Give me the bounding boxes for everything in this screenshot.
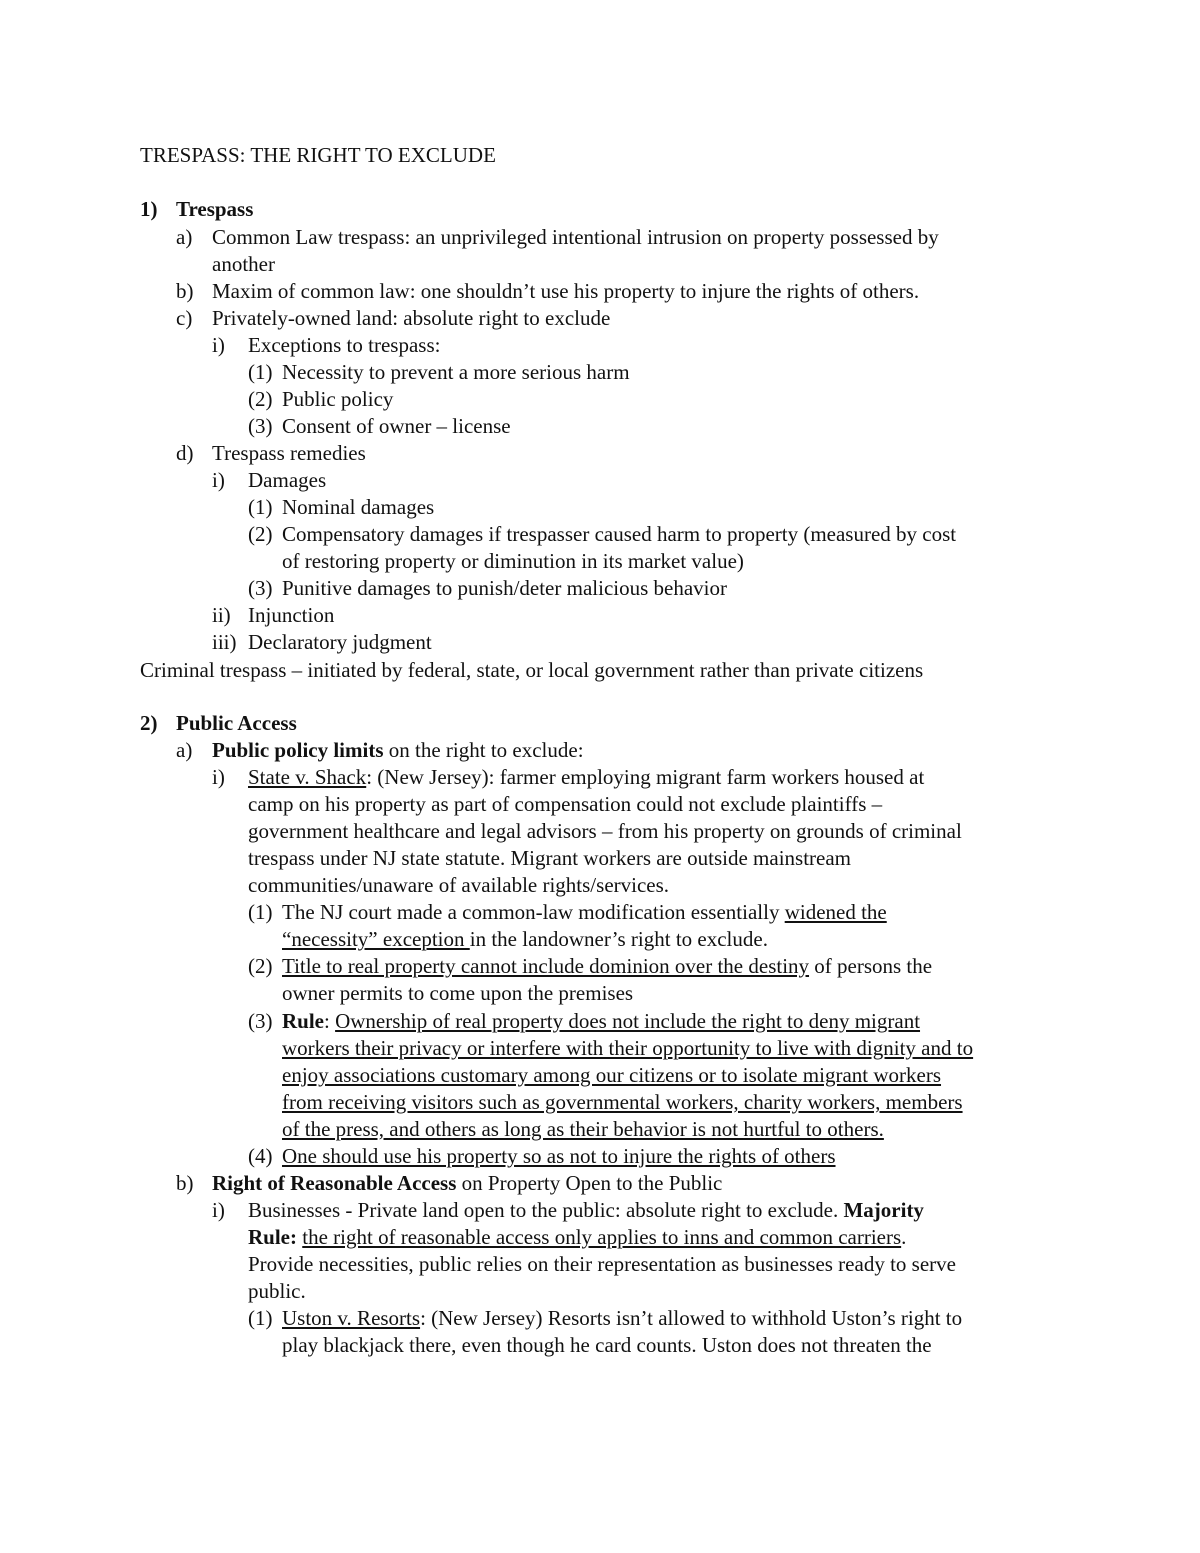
item-text: The NJ court made a common-law modification essentially — [282, 900, 785, 924]
underlined-text: “necessity” exception — [282, 927, 470, 951]
item-label: i) — [212, 1198, 225, 1222]
underlined-text: enjoy associations customary among our citizens or to isolate migrant workers — [282, 1063, 942, 1087]
section-2-heading — [140, 710, 297, 737]
item-bold-text: Right of Reasonable Access — [212, 1171, 457, 1195]
underlined-text: Ownership of real property does not include the right to deny migrant — [335, 1009, 921, 1033]
item-label: (3) — [248, 576, 273, 600]
section-2-number: 2) — [140, 711, 158, 735]
list-item — [212, 602, 334, 629]
item-text: on the right to exclude: — [383, 738, 584, 762]
item-label: (1) — [248, 1306, 273, 1330]
list-item — [176, 224, 939, 251]
list-item — [212, 629, 432, 656]
list-item — [212, 467, 326, 494]
item-text: Businesses - Private land open to the public: absolute right to exclude. — [248, 1198, 844, 1222]
item-label: c) — [176, 306, 193, 330]
item-continuation — [248, 1224, 906, 1251]
item-label: (3) — [248, 414, 273, 438]
item-text: Injunction — [248, 603, 335, 627]
criminal-trespass-note: Criminal trespass – initiated by federal, state, or local government rather than private citizens — [140, 658, 924, 682]
item-continuation: trespass under NJ state statute. Migrant workers are outside mainstream — [248, 846, 852, 870]
item-continuation: public. — [248, 1279, 306, 1303]
item-continuation: another — [212, 252, 275, 276]
item-bold-text: Public policy limits — [212, 738, 384, 762]
item-continuation: camp on his property as part of compensation could not exclude plaintiffs – — [248, 792, 883, 816]
item-text: Necessity to prevent a more serious harm — [282, 360, 630, 384]
list-item — [248, 386, 393, 413]
case-name: Uston v. Resorts — [282, 1306, 421, 1330]
item-label: (2) — [248, 522, 273, 546]
rule-label: Rule — [282, 1009, 324, 1033]
item-text: Privately-owned land: absolute right to exclude — [212, 306, 611, 330]
item-continuation: Provide necessities, public relies on their representation as businesses ready to serve — [248, 1252, 956, 1276]
item-text: : (New Jersey): farmer employing migrant farm workers housed at — [366, 765, 925, 789]
item-text: on Property Open to the Public — [456, 1171, 723, 1195]
item-text: Maxim of common law: one shouldn’t use his property to injure the rights of others. — [212, 279, 920, 303]
list-item — [248, 494, 434, 521]
item-text: Public policy — [282, 387, 394, 411]
item-text: Exceptions to trespass: — [248, 333, 441, 357]
list-item — [212, 1197, 924, 1224]
list-item — [176, 1170, 722, 1197]
item-continuation: of restoring property or diminution in its market value) — [282, 549, 744, 573]
list-item — [248, 413, 511, 440]
item-label: ii) — [212, 603, 231, 627]
item-text: : (New Jersey) Resorts isn’t allowed to withhold Uston’s right to — [420, 1306, 963, 1330]
item-continuation — [282, 1089, 963, 1116]
underlined-text: workers their privacy or interfere with their opportunity to live with dignity and to — [282, 1036, 974, 1060]
item-continuation: owner permits to come upon the premises — [282, 981, 634, 1005]
section-1-title: Trespass — [176, 197, 254, 221]
item-text: in the landowner’s right to exclude. — [469, 927, 768, 951]
case-name: State v. Shack — [248, 765, 367, 789]
item-text: of persons the — [809, 954, 933, 978]
underlined-text: Title to real property cannot include dominion over the destiny — [282, 954, 810, 978]
item-label: iii) — [212, 630, 237, 654]
item-label: a) — [176, 225, 193, 249]
underlined-text: One should use his property so as not to injure the rights of others — [282, 1144, 836, 1168]
list-item — [248, 1143, 836, 1170]
list-item — [248, 521, 956, 548]
page-title: TRESPASS: THE RIGHT TO EXCLUDE — [140, 143, 496, 167]
list-item — [212, 332, 440, 359]
item-label: b) — [176, 1171, 194, 1195]
item-label: (4) — [248, 1144, 273, 1168]
item-continuation — [282, 1116, 884, 1143]
item-text: Consent of owner – license — [282, 414, 511, 438]
list-item — [248, 575, 727, 602]
item-text: Compensatory damages if trespasser caused harm to property (measured by cost — [282, 522, 957, 546]
list-item — [248, 1305, 962, 1332]
section-1-number: 1) — [140, 197, 158, 221]
list-item — [248, 953, 932, 980]
list-item — [176, 440, 366, 467]
underlined-text: the right of reasonable access only applies to inns and common carriers — [302, 1225, 902, 1249]
item-text: Trespass remedies — [212, 441, 366, 465]
list-item — [176, 305, 610, 332]
item-text: Declaratory judgment — [248, 630, 432, 654]
section-2-title: Public Access — [176, 711, 297, 735]
item-label: i) — [212, 765, 225, 789]
item-label: b) — [176, 279, 194, 303]
item-label: (1) — [248, 495, 273, 519]
item-continuation: government healthcare and legal advisors – from his property on grounds of criminal — [248, 819, 962, 843]
item-label: (3) — [248, 1009, 273, 1033]
item-text: Common Law trespass: an unprivileged intentional intrusion on property possessed by — [212, 225, 939, 249]
item-continuation: play blackjack there, even though he card counts. Uston does not threaten the — [282, 1333, 932, 1357]
item-label: i) — [212, 468, 225, 492]
item-text: : — [324, 1009, 336, 1033]
item-label: d) — [176, 441, 194, 465]
section-1-heading — [140, 196, 253, 223]
item-label: i) — [212, 333, 225, 357]
list-item — [248, 899, 887, 926]
underlined-text: of the press, and others as long as their behavior is not hurtful to others. — [282, 1117, 884, 1141]
list-item — [212, 764, 924, 791]
list-item — [248, 359, 630, 386]
item-continuation — [282, 1062, 941, 1089]
item-text: . — [901, 1225, 907, 1249]
item-text: Damages — [248, 468, 327, 492]
list-item — [248, 1008, 920, 1035]
list-item — [176, 737, 584, 764]
rule-label: Rule: — [248, 1225, 297, 1249]
item-label: (2) — [248, 387, 273, 411]
item-label: a) — [176, 738, 193, 762]
item-label: (1) — [248, 900, 273, 924]
item-text: Nominal damages — [282, 495, 435, 519]
item-label: (1) — [248, 360, 273, 384]
item-continuation — [282, 1035, 973, 1062]
item-continuation: communities/unaware of available rights/services. — [248, 873, 670, 897]
underlined-text: from receiving visitors such as governmental workers, charity workers, members — [282, 1090, 963, 1114]
item-continuation — [282, 926, 768, 953]
underlined-text: widened the — [784, 900, 887, 924]
majority-rule-label: Majority — [843, 1198, 924, 1222]
item-text: Punitive damages to punish/deter malicious behavior — [282, 576, 727, 600]
item-label: (2) — [248, 954, 273, 978]
list-item — [176, 278, 919, 305]
